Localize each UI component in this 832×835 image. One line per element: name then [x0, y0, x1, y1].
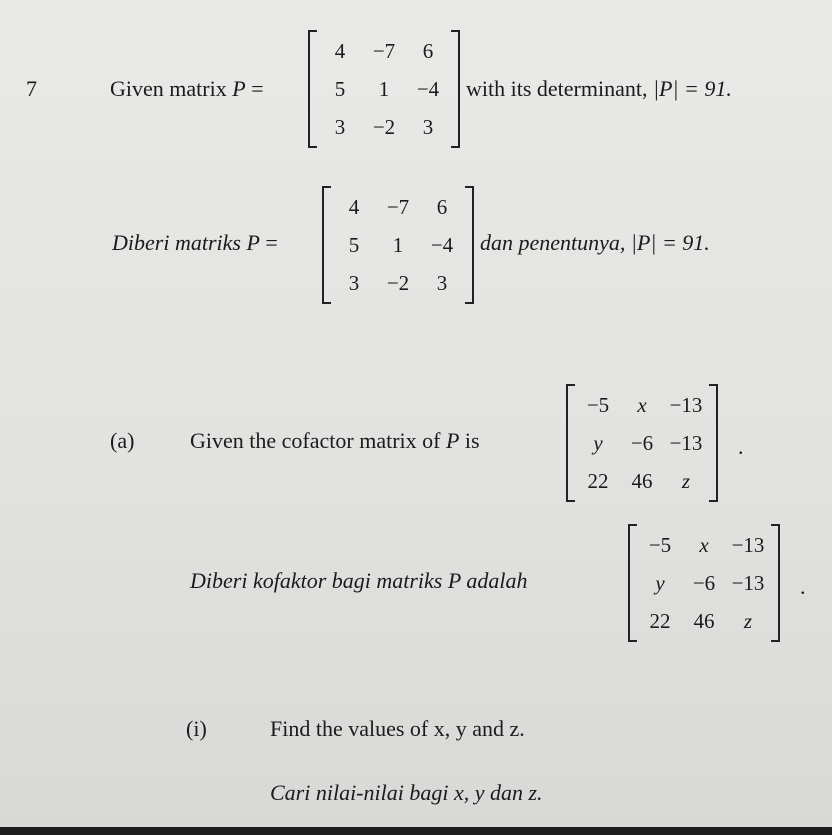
stem-en-suffix [466, 76, 732, 102]
matrix-cell: 3 [436, 270, 448, 295]
part-i-text-ms: Cari nilai-nilai bagi x, y dan z. [270, 780, 543, 805]
stem-ms-det: |P| = 91. [630, 230, 710, 255]
matrix-cell: 5 [334, 76, 346, 101]
matrix-cell: −7 [372, 38, 396, 63]
matrix-cell: 1 [378, 76, 390, 101]
matrix-cell: −7 [386, 194, 410, 219]
matrix-cell: 5 [348, 232, 360, 257]
matrix-cell: 3 [334, 114, 346, 139]
cofactor-matrix-ms [628, 524, 780, 642]
matrix-cell: −4 [416, 76, 440, 101]
matrix-cell: 4 [334, 38, 346, 63]
matrix-cell: z [743, 608, 753, 633]
stem-en-det: |P| = 91. [652, 76, 732, 101]
matrix-p-ms [322, 186, 474, 304]
part-a-text-en-var: P [445, 428, 460, 453]
part-a-text-ms-prefix: Diberi kofaktor bagi matriks [190, 568, 448, 593]
stem-ms-text: Diberi matriks [112, 230, 247, 255]
part-a-period-ms: . [800, 574, 806, 599]
stem-ms-suffix-text: dan penentunya, [480, 230, 631, 255]
matrix-cell: 46 [631, 468, 653, 493]
matrix-cell: 3 [348, 270, 360, 295]
matrix-cell: −2 [386, 270, 410, 295]
matrix-cell: −6 [692, 570, 716, 595]
matrix-cell: −13 [731, 570, 765, 595]
stem-ms-prefix [112, 230, 278, 256]
stem-en-text: Given matrix [110, 76, 233, 101]
stem-ms-suffix [480, 230, 710, 256]
matrix-cell: 6 [422, 38, 434, 63]
matrix-cell: −13 [669, 392, 703, 417]
matrix-cell: z [681, 468, 691, 493]
bottom-edge [0, 827, 832, 835]
part-a-text-en [190, 428, 480, 454]
part-a-label: (a) [110, 428, 135, 453]
part-i-label: (i) [186, 716, 207, 741]
matrix-cell: 1 [392, 232, 404, 257]
stem-ms-eq: = [259, 230, 278, 255]
matrix-cell: −13 [731, 532, 765, 557]
matrix-cell: −13 [669, 430, 703, 455]
matrix-cell: −6 [630, 430, 654, 455]
part-a-text-en-suffix: is [459, 428, 480, 453]
matrix-cell: −5 [648, 532, 672, 557]
matrix-cell: x [699, 532, 709, 557]
part-i-text-en: Find the values of x, y and z. [270, 716, 525, 741]
matrix-p-en [308, 30, 460, 148]
part-a-text-en-prefix: Given the cofactor matrix of [190, 428, 446, 453]
matrix-cell: 22 [649, 608, 671, 633]
matrix-cell: −5 [586, 392, 610, 417]
matrix-cell: 3 [422, 114, 434, 139]
matrix-cell: 46 [693, 608, 715, 633]
stem-ms-var: P [246, 230, 260, 255]
matrix-cell: 4 [348, 194, 360, 219]
matrix-cell: y [655, 570, 665, 595]
cofactor-matrix-en [566, 384, 718, 502]
matrix-cell: 6 [436, 194, 448, 219]
stem-en-suffix-text: with its determinant, [466, 76, 653, 101]
stem-en-eq: = [245, 76, 264, 101]
part-a-period-en: . [738, 434, 744, 459]
matrix-cell: y [593, 430, 603, 455]
part-a-text-ms-var: P [447, 568, 461, 593]
matrix-cell: x [637, 392, 647, 417]
matrix-cell: −4 [430, 232, 454, 257]
stem-en-prefix [110, 76, 264, 102]
part-a-text-ms-suffix: adalah [460, 568, 528, 593]
question-number: 7 [26, 76, 37, 101]
matrix-cell: 22 [587, 468, 609, 493]
part-a-text-ms [190, 568, 528, 594]
matrix-cell: −2 [372, 114, 396, 139]
stem-en-var: P [232, 76, 246, 101]
